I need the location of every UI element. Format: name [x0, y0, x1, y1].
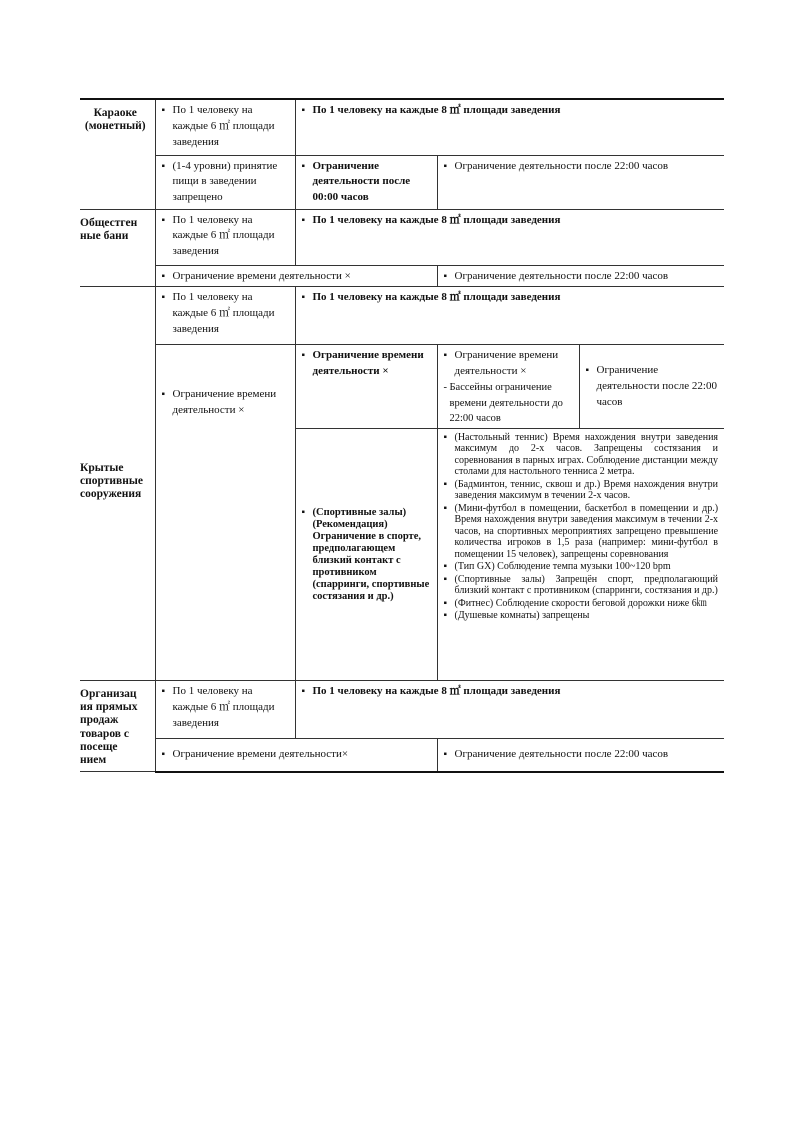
- karaoke-time-limit-2200: ▪ Ограничение деятельности после 22:00 часов: [437, 155, 724, 209]
- baths-time-limit: ▪ Ограничение времени деятельности ×: [155, 265, 437, 287]
- list-item: ▪ (Спортивные залы) Запрещён спорт, предполагающий близкий контакт с противником (спарринги, состязания и др.): [444, 574, 719, 597]
- table-row: [80, 680, 724, 738]
- table-row: [80, 739, 724, 772]
- karaoke-area-limit-6: ▪ По 1 человеку на каждые 6 ㎡ площади заведения: [155, 99, 295, 155]
- sports-time-limit-2200: ▪ Ограничение деятельности после 22:00 часов: [579, 345, 724, 429]
- list-item: ▪ (Бадминтон, теннис, сквош и др.) Время нахождения внутри заведения максимум в течении 2-х часов.: [444, 479, 719, 502]
- direct-sales-area-limit-8: ▪ По 1 человеку на каждые 8 ㎡ площади заведения: [295, 680, 724, 738]
- sports-area-limit-6: ▪ По 1 человеку на каждые 6 ㎡ площади заведения: [155, 287, 295, 345]
- direct-sales-area-limit-6: ▪ По 1 человеку на каждые 6 ㎡ площади заведения: [155, 680, 295, 738]
- category-baths: Общестген ные бани: [80, 209, 155, 287]
- sports-area-limit-8: ▪ По 1 человеку на каждые 8 ㎡ площади заведения: [295, 287, 724, 345]
- restrictions-table: [80, 98, 724, 773]
- list-item: ▪ (Фитнес) Соблюдение скорости беговой дорожки ниже 6㎞: [444, 598, 719, 610]
- sports-gym-time-limit: ▪ Ограничение времени деятельности ×: [295, 345, 437, 429]
- table-row: [80, 99, 724, 155]
- direct-sales-time-limit-2200: ▪ Ограничение деятельности после 22:00 часов: [437, 739, 724, 772]
- sports-rules-list: [437, 428, 724, 680]
- table-row: [80, 155, 724, 209]
- karaoke-eating-ban: ▪ (1-4 уровни) принятие пищи в заведении запрещено: [155, 155, 295, 209]
- sports-time-limit: ▪ Ограничение времени деятельности ×: [155, 345, 295, 681]
- category-direct-sales: Организац ия прямых продаж товаров с посеще нием: [80, 680, 155, 771]
- list-item: ▪ (Настольный теннис) Время нахождения внутри заведения максимум до 2-х часов. Запрещены состязания и соревнования в парных играх. Соблюдение дистанции между столами для настольного тенниса 2 метра.: [444, 432, 719, 478]
- baths-area-limit-6: ▪ По 1 человеку на каждые 6 ㎡ площади заведения: [155, 209, 295, 265]
- karaoke-area-limit-8: ▪ По 1 человеку на каждые 8 ㎡ площади заведения: [295, 99, 724, 155]
- sports-pool-time-limit: ▪ Ограничение времени деятельности × - Бассейны ограничение времени деятельности до 22:00 часов: [437, 345, 579, 429]
- direct-sales-time-limit: ▪ Ограничение времени деятельности×: [155, 739, 437, 772]
- category-karaoke: Караоке (монетный): [80, 99, 155, 209]
- table-row: [80, 209, 724, 265]
- category-sports: Крытые спортивные сооружения: [80, 287, 155, 681]
- list-item: ▪ (Мини-футбол в помещении, баскетбол в помещении и др.) Время нахождения внутри заведения максимум в течении 2-х часов, на спортивных мероприятиях запрещено превышение количества игроков в 1,5 раза (например: мини-футбол в помещении 15 человек), запрещены соревнования: [444, 503, 719, 561]
- list-item: ▪ (Душевые комнаты) запрещены: [444, 610, 719, 622]
- sports-gym-recommendation: ▪ (Спортивные залы) (Рекомендация) Ограничение в спорте, предполагающем близкий контакт с противником (спарринги, спортивные состязания и др.): [295, 428, 437, 680]
- table-row: [80, 345, 724, 429]
- table-row: [80, 265, 724, 287]
- list-item: ▪ (Тип GX) Соблюдение темпа музыки 100~120 bpm: [444, 561, 719, 573]
- baths-area-limit-8: ▪ По 1 человеку на каждые 8 ㎡ площади заведения: [295, 209, 724, 265]
- karaoke-time-limit-0000: ▪ Ограничение деятельности после 00:00 часов: [295, 155, 437, 209]
- table-row: [80, 287, 724, 345]
- baths-time-limit-2200: ▪ Ограничение деятельности после 22:00 часов: [437, 265, 724, 287]
